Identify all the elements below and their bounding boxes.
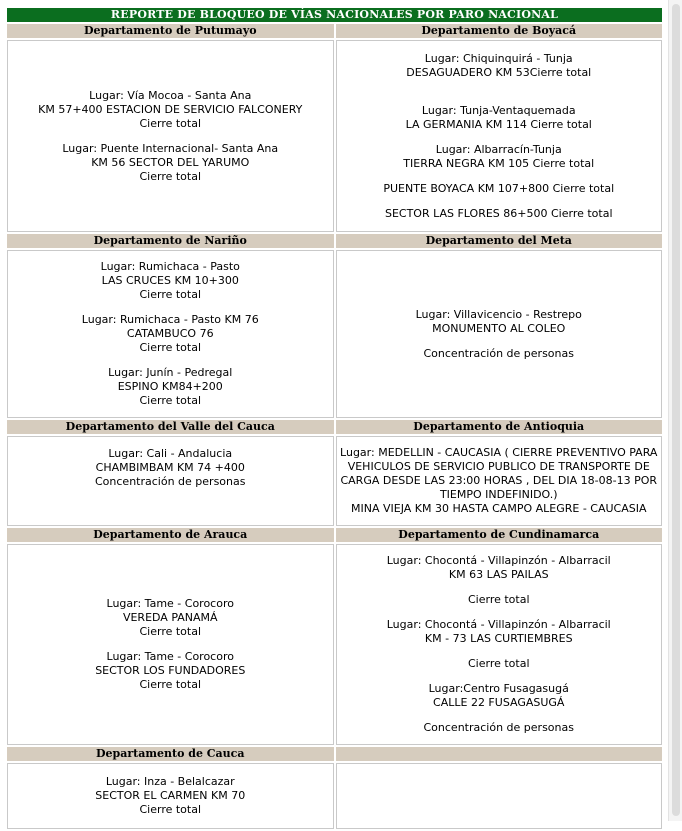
report-title: REPORTE DE BLOQUEO DE VÍAS NACIONALES POR PARO NACIONAL [7,8,662,22]
blockage-entry [337,657,662,671]
entry-line: Lugar: Cali - Andalucia [108,447,233,460]
department-header: Departamento de Boyacá [336,24,663,38]
entry-line: Lugar: Tame - Corocoro [106,650,234,663]
entry-line: MONUMENTO AL COLEO [432,321,566,335]
department-header: Departamento de Nariño [7,234,334,248]
entry-line: VEHICULOS DE SERVICIO PUBLICO DE TRANSPORTE DE [347,460,650,473]
entry-line: Cierre total [467,593,530,606]
blockage-entry [337,682,662,710]
department-cell [7,250,334,418]
entry-line: MINA VIEJA KM 30 HASTA CAMPO ALEGRE - CAUCASIA [350,502,647,515]
department-cell [336,436,663,526]
department-header: Departamento del Meta [336,234,663,248]
entry-line: Cierre total [139,803,202,816]
department-header: Departamento del Valle del Cauca [7,420,334,434]
entry-line: Lugar: Vía Mocoa - Santa Ana [89,88,252,102]
entry-line: Lugar: Chocontá - Villapinzón - Albarracil [386,618,611,631]
report-table [5,6,664,831]
department-header: Departamento de Cauca [7,747,334,761]
entry-line: Lugar: Chocontá - Villapinzón - Albarracil [386,554,611,567]
entry-line: Cierre total [139,625,202,638]
blockage-entry [8,142,333,184]
entry-line: TIEMPO INDEFINIDO.) [439,488,558,501]
blockage-entry [337,721,662,735]
entry-line: Concentración de personas [423,346,574,360]
blockage-entry [337,554,662,582]
entry-line: Lugar: Puente Internacional- Santa Ana [62,141,279,155]
entry-line: ESPINO KM84+200 [117,380,223,393]
entry-line: Lugar: Rumichaca - Pasto [100,260,240,273]
blockage-entry [8,260,333,302]
blockage-entry [8,89,333,131]
entry-line: SECTOR LOS FUNDADORES [95,664,246,677]
blockage-entry [337,618,662,646]
entry-line: VEREDA PANAMÁ [122,611,218,624]
entry-line: Lugar: MEDELLIN - CAUCASIA ( CIERRE PREVENTIVO PARA [340,446,658,459]
entry-line: Lugar: Rumichaca - Pasto KM 76 [81,313,259,326]
entry-line: CARGA DESDE LAS 23:00 HORAS , DEL DIA 18-08-13 POR [340,474,658,487]
entry-line: LA GERMANIA KM 114 Cierre total [405,117,592,131]
entry-line: Lugar: Tunja-Ventaquemada [421,103,576,117]
entry-line: CHAMBIMBAM KM 74 +400 [95,461,245,474]
entry-line: Lugar: Junín - Pedregal [108,366,233,379]
entry-line: Lugar: Villavicencio - Restrepo [415,307,582,321]
entry-line: Cierre total [139,678,202,691]
blockage-entry [337,143,662,171]
entry-line: PUENTE BOYACA KM 107+800 Cierre total [383,181,615,195]
entry-line: Lugar: Albarracín-Tunja [435,142,562,156]
department-cell [336,544,663,745]
scrollbar-thumb[interactable] [672,4,680,816]
blockage-entry [337,347,662,361]
blockage-entry [8,366,333,408]
entry-line: SECTOR EL CARMEN KM 70 [95,789,246,802]
entry-line: Concentración de personas [95,475,246,488]
entry-line: Cierre total [139,288,202,301]
entry-line: Cierre total [139,169,202,183]
entry-line: SECTOR LAS FLORES 86+500 Cierre total [384,206,613,220]
entry-line: DESAGUADERO KM 53Cierre total [406,65,592,79]
blockage-entry [8,775,333,817]
blockage-entry [337,52,662,80]
department-cell [7,763,334,829]
entry-line: KM - 73 LAS CURTIEMBRES [424,632,573,645]
department-header: Departamento de Arauca [7,528,334,542]
entry-line: CALLE 22 FUSAGASUGÁ [433,696,565,709]
department-cell [336,40,663,232]
department-header: Departamento de Putumayo [7,24,334,38]
blockage-entry [337,593,662,607]
entry-line: Cierre total [139,116,202,130]
department-header: Departamento de Antioquia [336,420,663,434]
entry-line: Lugar: Tame - Corocoro [106,597,234,610]
blockage-entry [8,650,333,692]
blockage-entry [8,597,333,639]
department-cell [7,40,334,232]
department-cell [7,544,334,745]
department-cell-empty [336,763,663,829]
entry-line: KM 56 SECTOR DEL YARUMO [91,155,250,169]
entry-line: Cierre total [139,394,202,407]
entry-line: Cierre total [467,657,530,670]
entry-line: Lugar:Centro Fusagasugá [428,682,569,695]
entry-line: Cierre total [139,341,202,354]
department-cell [336,250,663,418]
blockage-entry [337,308,662,336]
report-container [5,6,664,831]
vertical-scrollbar[interactable] [668,0,682,821]
department-cell [7,436,334,526]
blockage-entry [337,104,662,132]
entry-line: CATAMBUCO 76 [126,327,214,340]
entry-line: LAS CRUCES KM 10+300 [101,274,239,287]
entry-line: Lugar: Inza - Belalcazar [105,775,235,788]
entry-line: KM 63 LAS PAILAS [448,568,549,581]
entry-line: Lugar: Chiquinquirá - Tunja [424,51,573,65]
department-header: Departamento de Cundinamarca [336,528,663,542]
blockage-entry [337,446,662,516]
blockage-entry [337,207,662,221]
entry-line: Concentración de personas [423,721,574,734]
blockage-entry [8,447,333,489]
entry-line: KM 57+400 ESTACION DE SERVICIO FALCONERY [38,102,303,116]
blockage-entry [8,313,333,355]
entry-line: TIERRA NEGRA KM 105 Cierre total [403,156,595,170]
blockage-entry [337,182,662,196]
department-header-empty [336,747,663,761]
